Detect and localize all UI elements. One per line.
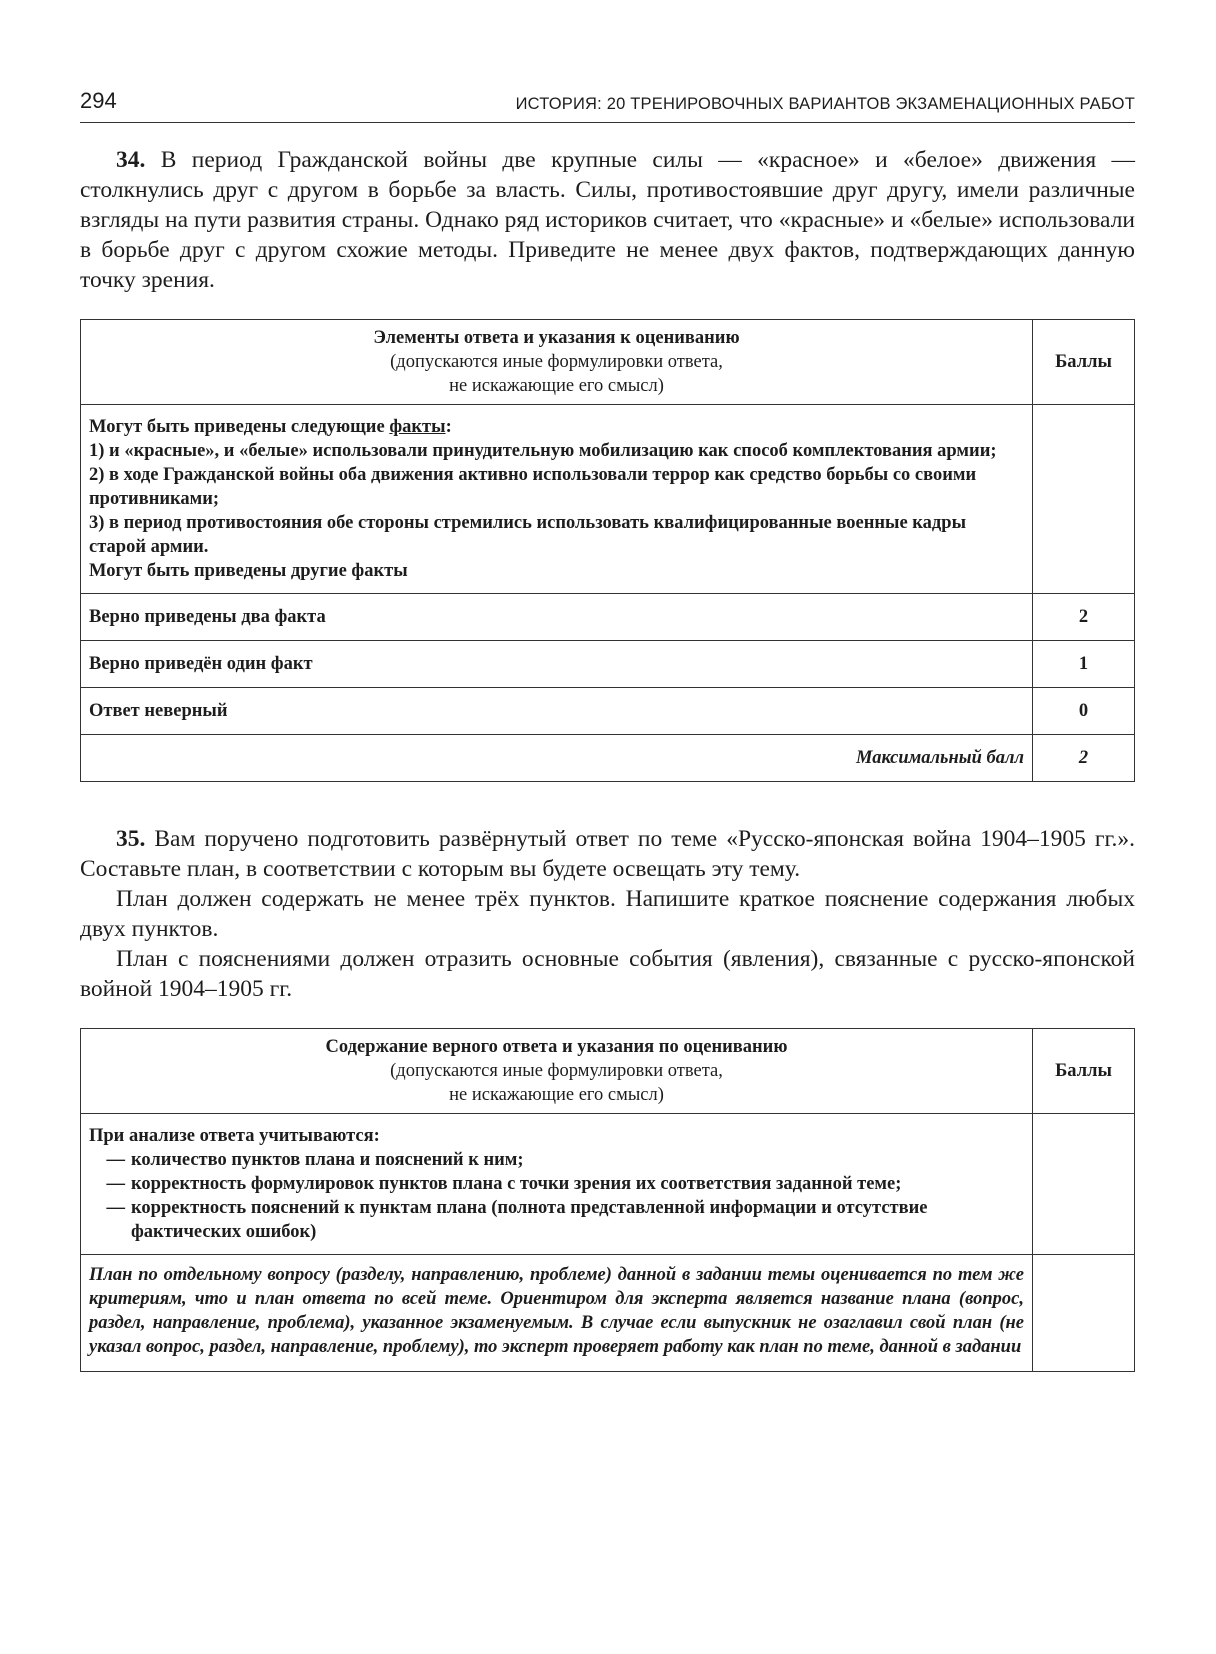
- criteria-row: [81, 1114, 1135, 1255]
- table-row: [81, 688, 1135, 735]
- header-note-line1: (допускаются иные формулировки ответа,: [390, 352, 723, 372]
- running-title: ИСТОРИЯ: 20 ТРЕНИРОВОЧНЫХ ВАРИАНТОВ ЭКЗАМЕНАЦИОННЫХ РАБОТ: [515, 95, 1135, 113]
- header-note-line2: не искажающие его смысл): [449, 1085, 664, 1105]
- table-row: [81, 594, 1135, 641]
- plan-note: План по отдельному вопросу (разделу, направлению, проблеме) данной в задании темы оценивается по тем же критериям, что и план ответа по всей теме. Ориентиром для эксперта является название плана (вопрос, раздел, направление, проблема), указанное экзаменуемым. В случае если выпускник не озаглавил свой план (не указал вопрос, раздел, направление, проблему), то эксперт проверяет работу как план по теме, данной в задании: [81, 1255, 1033, 1372]
- task-35-scoring-table: [80, 1028, 1135, 1372]
- task-35-number: 35.: [116, 826, 146, 852]
- fact-2: 2) в ходе Гражданской войны оба движения активно использовали террор как средство борьбы со своими противниками;: [89, 465, 977, 509]
- score-row-value: 1: [1033, 641, 1135, 688]
- note-row: [81, 1255, 1135, 1372]
- fact-3: 3) в период противостояния обе стороны стремились использовать квалифицированные военные кадры старой армии.: [89, 513, 967, 557]
- task-34-text: [80, 145, 1135, 295]
- task-34-body: В период Гражданской войны две крупные силы — «красное» и «белое» движения — столкнулись друг с другом в борьбе за власть. Силы, противостоявшие друг другу, имели различные взгляды на пути развития страны. Однако ряд историков считает, что «красные» и «белые» использовали в борьбе друг с другом схожие методы. Приведите не менее двух фактов, подтверждающих данную точку зрения.: [80, 147, 1136, 293]
- criteria-intro: При анализе ответа учитываются:: [89, 1126, 380, 1146]
- score-row-text: Верно приведены два факта: [81, 594, 1033, 641]
- table-header-score: Баллы: [1033, 320, 1135, 405]
- header-title: Содержание верного ответа и указания по оцениванию: [325, 1037, 788, 1057]
- score-row-text: Верно приведён один факт: [81, 641, 1033, 688]
- task-35-text: [80, 824, 1135, 884]
- task-35-paragraph-3: План с пояснениями должен отразить основные события (явления), связанные с русско-японской войной 1904–1905 гг.: [80, 946, 1135, 1002]
- list-item: — корректность формулировок пунктов плана с точки зрения их соответствия заданной теме;: [106, 1174, 902, 1194]
- page-header: [80, 88, 1135, 123]
- fact-1: 1) и «красные», и «белые» использовали принудительную мобилизацию как способ комплектования армии;: [89, 441, 997, 461]
- score-row-text: Ответ неверный: [81, 688, 1033, 735]
- answer-elements-cell: [81, 405, 1033, 594]
- note-score-cell: [1033, 1255, 1135, 1372]
- list-item: — корректность пояснений к пунктам плана (полнота представленной информации и отсутствие фактических ошибок): [106, 1198, 928, 1242]
- task-34-scoring-table: [80, 319, 1135, 782]
- table-row: [81, 641, 1135, 688]
- max-score-label: Максимальный балл: [81, 735, 1033, 782]
- table-header-criteria: [81, 320, 1033, 405]
- score-row-value: 0: [1033, 688, 1135, 735]
- criteria-cell: [81, 1114, 1033, 1255]
- page-number: 294: [80, 88, 117, 113]
- header-title: Элементы ответа и указания к оцениванию: [373, 328, 740, 348]
- task-35-body: Вам поручено подготовить развёрнутый ответ по теме «Русско-японская война 1904–1905 гг.». Составьте план, в соответствии с которым вы будете освещать эту тему.: [80, 826, 1135, 882]
- max-score-value: 2: [1033, 735, 1135, 782]
- header-note-line1: (допускаются иные формулировки ответа,: [390, 1061, 723, 1081]
- header-note-line2: не искажающие его смысл): [449, 376, 664, 396]
- list-item: — количество пунктов плана и пояснений к ним;: [106, 1150, 524, 1170]
- table-header-criteria: [81, 1029, 1033, 1114]
- max-score-row: [81, 735, 1135, 782]
- answer-elements-row: [81, 405, 1135, 594]
- page: [80, 88, 1135, 1372]
- answer-elements-score-cell: [1033, 405, 1135, 594]
- table-header-score: Баллы: [1033, 1029, 1135, 1114]
- task-35-paragraph-2: План должен содержать не менее трёх пунктов. Напишите краткое пояснение содержания любых двух пунктов.: [80, 886, 1135, 942]
- facts-intro: Могут быть приведены следующие факты:: [89, 417, 452, 437]
- table-header-row: [81, 1029, 1135, 1114]
- facts-outro: Могут быть приведены другие факты: [89, 561, 408, 581]
- task-34-number: 34.: [116, 147, 146, 173]
- score-row-value: 2: [1033, 594, 1135, 641]
- table-header-row: [81, 320, 1135, 405]
- criteria-score-cell: [1033, 1114, 1135, 1255]
